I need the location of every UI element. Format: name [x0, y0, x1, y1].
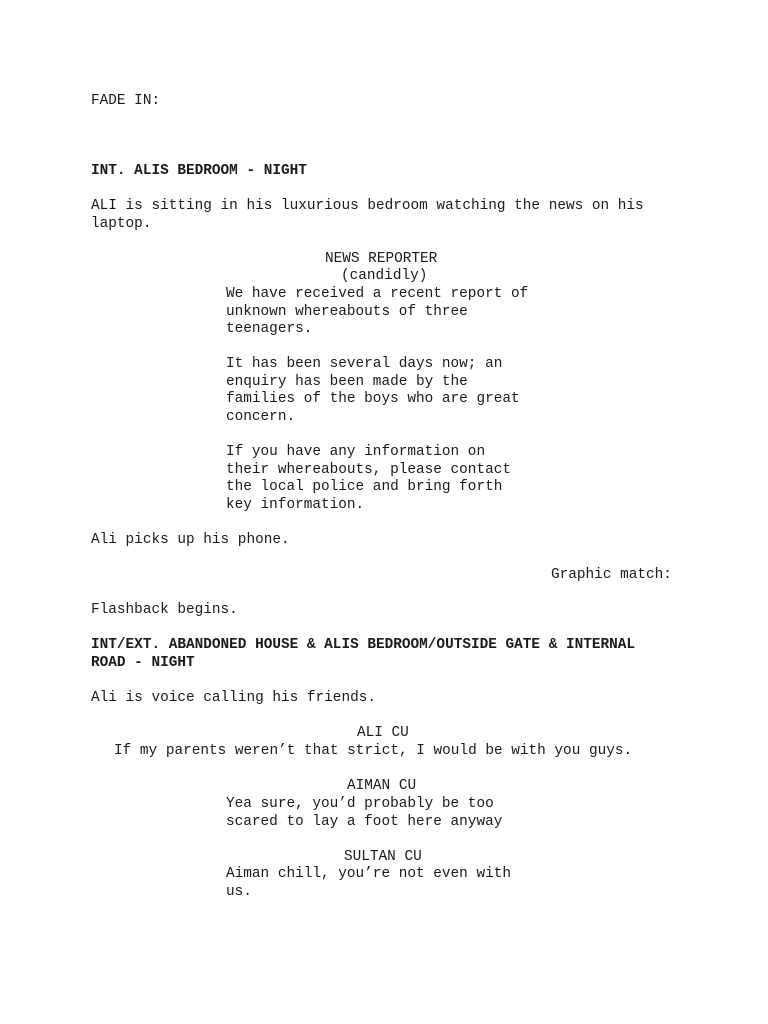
action-ali-sitting: ALI is sitting in his luxurious bedroom watching the news on his laptop. [91, 198, 644, 232]
character-ali-cu: ALI CU [357, 725, 409, 741]
dialogue-aiman: Yea sure, you’d probably be too scared to lay a foot here anyway [226, 796, 503, 830]
parenthetical-candidly: (candidly) [341, 268, 428, 284]
action-picks-phone: Ali picks up his phone. [91, 532, 290, 548]
scene-heading-bedroom: INT. ALIS BEDROOM - NIGHT [91, 163, 307, 179]
dialogue-ali: If my parents weren’t that strict, I would be with you guys. [114, 743, 633, 759]
scene-heading-abandoned-house: INT/EXT. ABANDONED HOUSE & ALIS BEDROOM/OUTSIDE GATE & INTERNAL ROAD - NIGHT [91, 637, 636, 671]
action-voice-calling: Ali is voice calling his friends. [91, 690, 376, 706]
fade-in-transition: FADE IN: [91, 93, 161, 109]
character-news-reporter: NEWS REPORTER [325, 251, 438, 267]
dialogue-reporter-2: It has been several days now; an enquiry has been made by the families of the boys who are great concern. [226, 356, 520, 425]
character-sultan-cu: SULTAN CU [344, 849, 422, 865]
dialogue-reporter-1: We have received a recent report of unknown whereabouts of three teenagers. [226, 286, 529, 338]
action-flashback: Flashback begins. [91, 602, 238, 618]
dialogue-reporter-3: If you have any information on their whereabouts, please contact the local police and bring forth key information. [226, 444, 511, 513]
character-aiman-cu: AIMAN CU [347, 778, 417, 794]
dialogue-sultan: Aiman chill, you’re not even with us. [226, 866, 511, 900]
transition-graphic-match: Graphic match: [551, 567, 672, 583]
